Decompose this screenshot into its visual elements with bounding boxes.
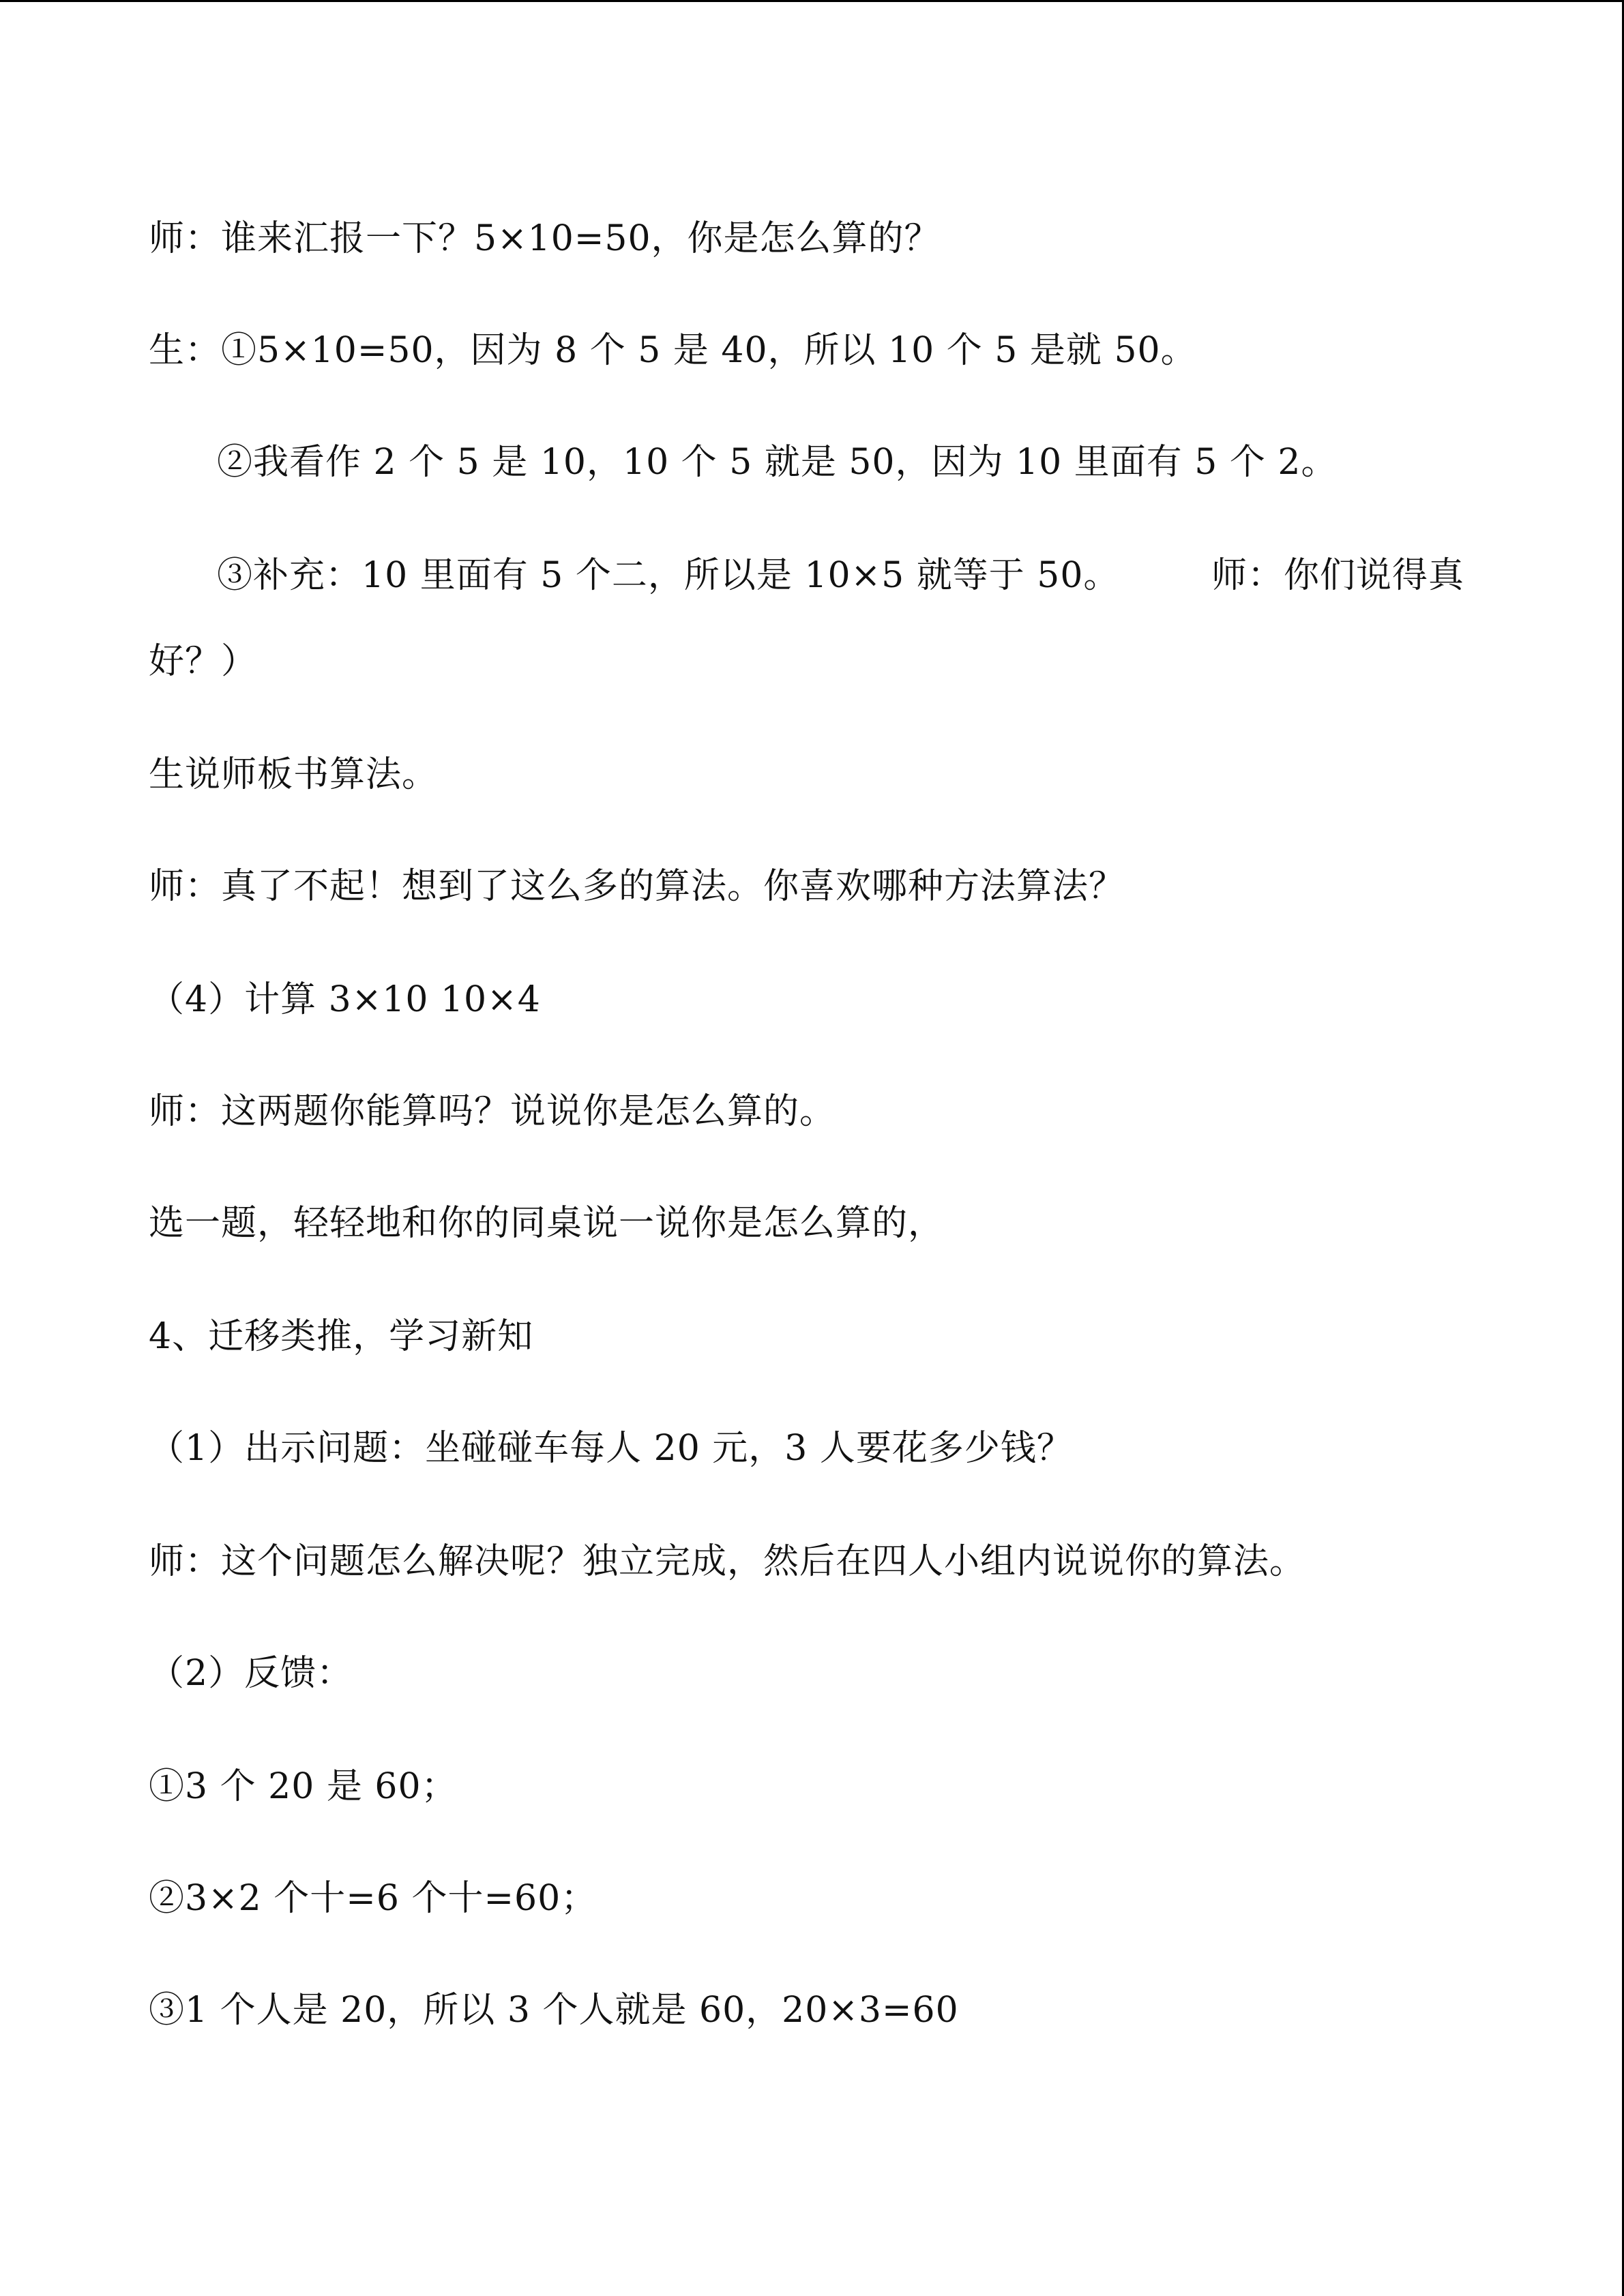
text-line-13: 师：这个问题怎么解决呢？独立完成，然后在四人小组内说说你的算法。 <box>149 1541 1306 1582</box>
text-line-12: （1）出示问题：坐碰碰车每人 20 元，3 人要花多少钱？ <box>149 1428 1073 1469</box>
text-line-7: 师：真了不起！想到了这么多的算法。你喜欢哪种方法算法？ <box>149 866 1125 907</box>
text-line-9: 师：这两题你能算吗？说说你是怎么算的。 <box>149 1091 836 1132</box>
text-line-4: ③补充：10 里面有 5 个二，所以是 10×5 就等于 50。 <box>217 555 1120 596</box>
text-line-5: 好？） <box>149 641 258 682</box>
text-line-8: （4）计算 3×10 10×4 <box>149 979 541 1020</box>
text-line-1: 师：谁来汇报一下？5×10=50，你是怎么算的？ <box>149 218 941 259</box>
text-line-3: ②我看作 2 个 5 是 10，10 个 5 就是 50，因为 10 里面有 5 个 2。 <box>217 442 1338 483</box>
text-line-2: 生：①5×10=50，因为 8 个 5 是 40，所以 10 个 5 是就 50。 <box>149 330 1197 371</box>
section-heading: 4、迁移类推，学习新知 <box>149 1316 534 1357</box>
text-line-4-teacher: 师：你们说得真 <box>1211 555 1465 596</box>
text-line-6: 生说师板书算法。 <box>149 754 439 795</box>
text-line-16: ②3×2 个十=6 个十=60； <box>149 1878 597 1919</box>
text-line-10: 选一题，轻轻地和你的同桌说一说你是怎么算的， <box>149 1203 945 1244</box>
top-border <box>0 0 1624 2</box>
text-line-15: ①3 个 20 是 60； <box>149 1766 458 1807</box>
text-line-17: ③1 个人是 20，所以 3 个人就是 60，20×3=60 <box>149 1990 959 2031</box>
text-line-14: （2）反馈： <box>149 1653 353 1694</box>
